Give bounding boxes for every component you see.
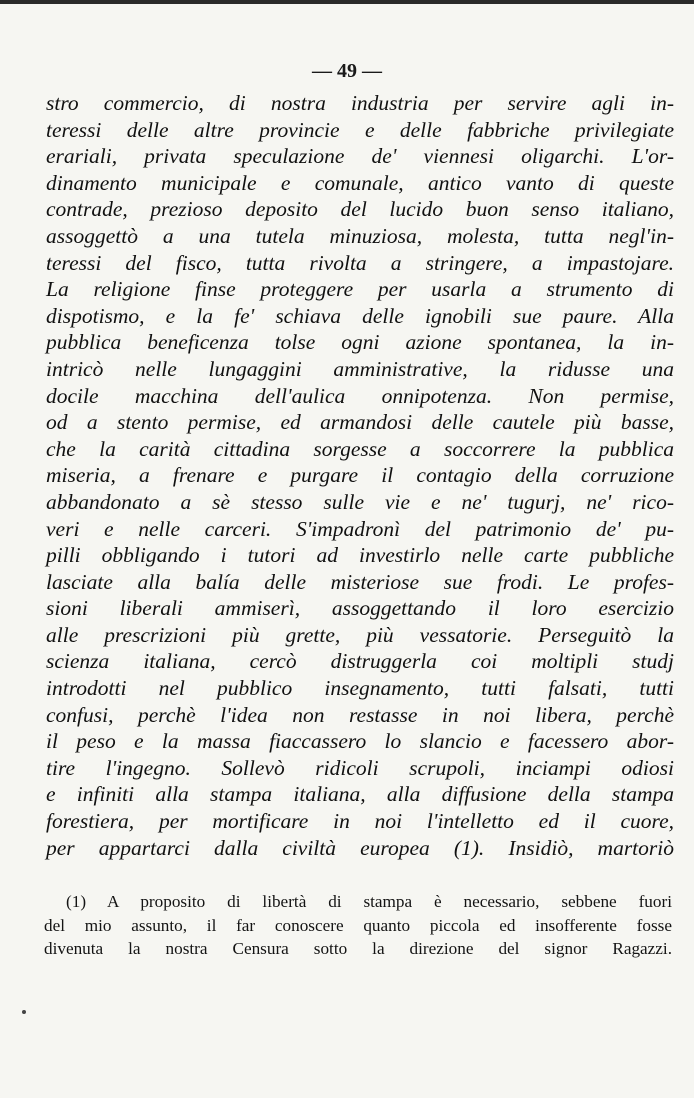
body-line: che la carità cittadina sorgesse a soccorrere la pubblica bbox=[46, 436, 674, 461]
page-number: — 49 — bbox=[312, 60, 382, 82]
body-line: docile macchina dell'aulica onnipotenza. Non permise, bbox=[46, 383, 674, 408]
body-line: od a stento permise, ed armandosi delle cautele più basse, bbox=[46, 410, 674, 435]
footnote-line: divenuta la nostra Censura sotto la direzione del signor Ragazzi. bbox=[44, 939, 672, 958]
body-line: il peso e la massa fiaccassero lo slancio e facessero abor- bbox=[46, 729, 674, 754]
paper-speck bbox=[22, 1010, 26, 1014]
body-line: tire l'ingegno. Sollevò ridicoli scrupoli, inciampi odiosi bbox=[46, 755, 674, 780]
footnote bbox=[44, 890, 672, 961]
body-line: introdotti nel pubblico insegnamento, tutti falsati, tutti bbox=[46, 676, 674, 701]
body-line: confusi, perchè l'idea non restasse in noi libera, perchè bbox=[46, 702, 674, 727]
body-line: pubblica beneficenza tolse ogni azione spontanea, la in- bbox=[46, 330, 674, 355]
body-line: contrade, prezioso deposito del lucido buon senso italiano, bbox=[46, 197, 674, 222]
body-line: La religione finse proteggere per usarla a strumento di bbox=[46, 277, 674, 302]
body-line: intricò nelle lungaggini amministrative, la ridusse una bbox=[46, 356, 674, 381]
body-line: veri e nelle carceri. S'impadronì del patrimonio de' pu- bbox=[46, 516, 674, 541]
body-line: e infiniti alla stampa italiana, alla diffusione della stampa bbox=[46, 782, 674, 807]
body-line: forestiera, per mortificare in noi l'intelletto ed il cuore, bbox=[46, 809, 674, 834]
body-line: teressi delle altre provincie e delle fabbriche privilegiate bbox=[46, 117, 674, 142]
body-line: assoggettò a una tutela minuziosa, molesta, tutta negl'in- bbox=[46, 223, 674, 248]
body-line: dinamento municipale e comunale, antico vanto di queste bbox=[46, 170, 674, 195]
body-line: sioni liberali ammiserì, assoggettando il loro esercizio bbox=[46, 596, 674, 621]
body-text bbox=[46, 90, 674, 861]
body-line: erariali, privata speculazione de' viennesi oligarchi. L'or- bbox=[46, 144, 674, 169]
body-line: stro commercio, di nostra industria per servire agli in- bbox=[46, 91, 674, 115]
body-line: abbandonato a sè stesso sulle vie e ne' tugurj, ne' rico- bbox=[46, 489, 674, 514]
body-line: lasciate alla balía delle misteriose sue frodi. Le profes- bbox=[46, 569, 674, 594]
body-line: per appartarci dalla civiltà europea (1). Insidiò, martoriò bbox=[46, 835, 674, 860]
body-line: dispotismo, e la fe' schiava delle ignobili sue paure. Alla bbox=[46, 303, 674, 328]
footnote-line: del mio assunto, il far conoscere quanto piccola ed insofferente fosse bbox=[44, 915, 672, 935]
body-line: teressi del fisco, tutta rivolta a stringere, a impastojare. bbox=[46, 250, 674, 275]
body-line: alle prescrizioni più grette, più vessatorie. Perseguitò la bbox=[46, 622, 674, 647]
body-line: pilli obbligando i tutori ad investirlo nelle carte pubbliche bbox=[46, 543, 674, 568]
footnote-line: (1) A proposito di libertà di stampa è necessario, sebbene fuori bbox=[66, 892, 672, 911]
body-line: scienza italiana, cercò distruggerla coi moltipli studj bbox=[46, 649, 674, 674]
body-line: miseria, a frenare e purgare il contagio della corruzione bbox=[46, 463, 674, 488]
